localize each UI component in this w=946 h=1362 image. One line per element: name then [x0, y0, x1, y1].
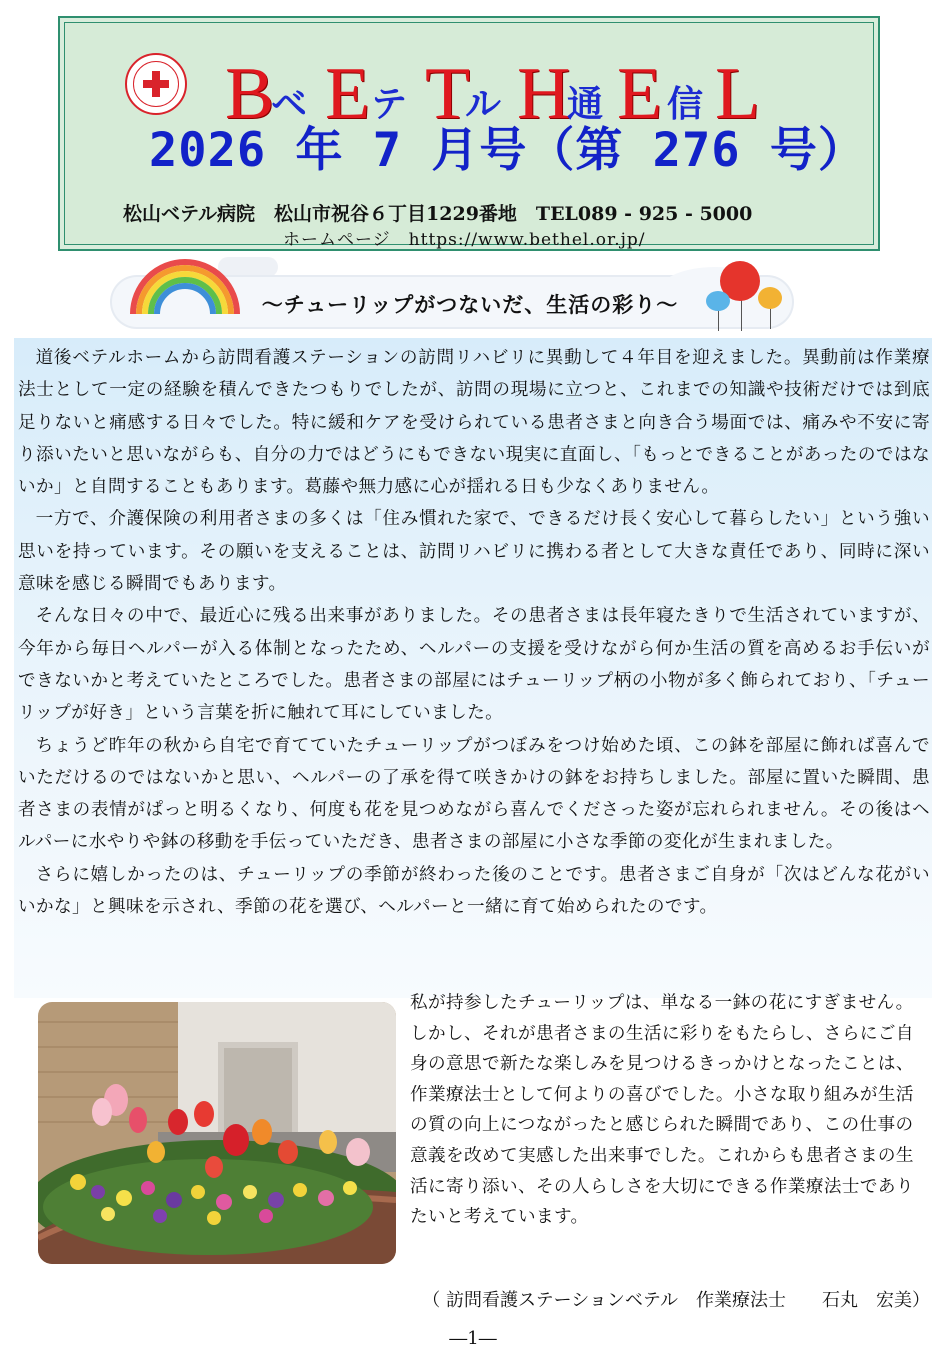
hospital-address: 松山ベテル病院 松山市祝谷６丁目1229番地 TEL089 - 925 - 5000	[123, 203, 753, 225]
article-title: ～チューリップがつないだ、生活の彩り～	[261, 292, 679, 317]
brand-letter-t: T	[425, 53, 471, 135]
brand-letter-e2: E	[617, 53, 663, 135]
homepage-url: ホームページ https://www.bethel.or.jp/	[283, 230, 646, 250]
brand-kana-be: ベ	[271, 84, 308, 125]
brand-kana-tsuu: 通	[567, 84, 604, 125]
author-credit: （ 訪問看護ステーションベテル 作業療法士 石丸 宏美）	[422, 1290, 930, 1311]
paragraph-6: 私が持参したチューリップは、単なる一鉢の花にすぎません。しかし、それが患者さまの生活に彩りをもたらし、さらにご自身の意思で新たな楽しみを見つけるきっかけとなったことは、作業療法士として何よりの喜びでした。小さな取り組みが生活の質の向上につながったと感じられた瞬間であり、この仕事の意義を改めて実感した出来事でした。これからも患者さまの生活に寄り添い、その人らしさを大切にできる作業療法士でありたいと考えています。	[410, 993, 914, 1228]
page-number: ―1―	[449, 1328, 497, 1349]
brand-kana-ru: ル	[465, 84, 502, 125]
brand-letter-h: H	[517, 53, 571, 135]
article-body	[18, 342, 930, 923]
article-title-banner	[100, 255, 840, 335]
blue-balloon-icon	[706, 291, 730, 311]
paragraph-5: さらに嬉しかったのは、チューリップの季節が終わった後のことです。患者さまご自身が「次はどんな花がいいかな」と興味を示され、季節の花を選び、ヘルパーと一緒に育て始められたのです。	[18, 864, 930, 918]
hospital-cross-emblem-icon	[125, 53, 187, 115]
paragraph-1: 道後ベテルホームから訪問看護ステーションの訪問リハビリに異動して４年目を迎えました。異動前は作業療法士として一定の経験を積んできたつもりでしたが、訪問の現場に立つと、これまでの知識や技術だけでは到底足りないと痛感する日々でした。特に緩和ケアを受けられている患者さまと向き合う場面では、痛みや不安に寄り添いたいと思いながらも、自分の力ではどうにもできない現実に直面し、「もっとできることがあったのではないか」と自問することもあります。葛藤や無力感に心が揺れる日も少なくありません。	[18, 348, 930, 498]
brand-letter-b: B	[225, 53, 275, 135]
paragraph-3: そんな日々の中で、最近心に残る出来事がありました。その患者さまは長年寝たきりで生活されていますが、今年から毎日ヘルパーが入る体制となったため、ヘルパーの支援を受けながら何か生活の質を高めるお手伝いができないかと考えていたところでした。患者さまの部屋にはチューリップ柄の小物が多く飾られており、「チューリップが好き」という言葉を折に触れて耳にしていました。	[18, 606, 930, 724]
paragraph-2: 一方で、介護保険の利用者さまの多くは「住み慣れた家で、できるだけ長く安心して暮らしたい」という強い思いを持っています。その願いを支えることは、訪問リハビリに携わる者として大きな責任であり、同時に深い意味を感じる瞬間でもあります。	[18, 509, 930, 595]
yellow-balloon-icon	[758, 287, 782, 309]
newsletter-header	[58, 16, 880, 251]
brand-kana-te: テ	[371, 84, 408, 125]
paragraph-4: ちょうど昨年の秋から自宅で育てていたチューリップがつぼみをつけ始めた頃、この鉢を部屋に飾れば喜んでいただけるのではないかと思い、ヘルパーの了承を得て咲きかけの鉢をお持ちしました。部屋に置いた瞬間、患者さまの表情がぱっと明るくなり、何度も花を見つめながら喜んでくださった姿が忘れられません。その後はヘルパーに水やりや鉢の移動を手伝っていただき、患者さまの部屋に小さな季節の変化が生まれました。	[18, 735, 930, 853]
header-inner-frame	[64, 22, 874, 250]
brand-letter-e1: E	[325, 53, 371, 135]
brand-letter-l: L	[715, 53, 761, 135]
brand-kana-shin: 信	[667, 84, 704, 125]
closing-paragraph	[410, 988, 922, 1233]
tulip-flowerbed-photo	[38, 1002, 396, 1264]
issue-number: 2026 年 7 月号（第 276 号）	[149, 123, 866, 178]
